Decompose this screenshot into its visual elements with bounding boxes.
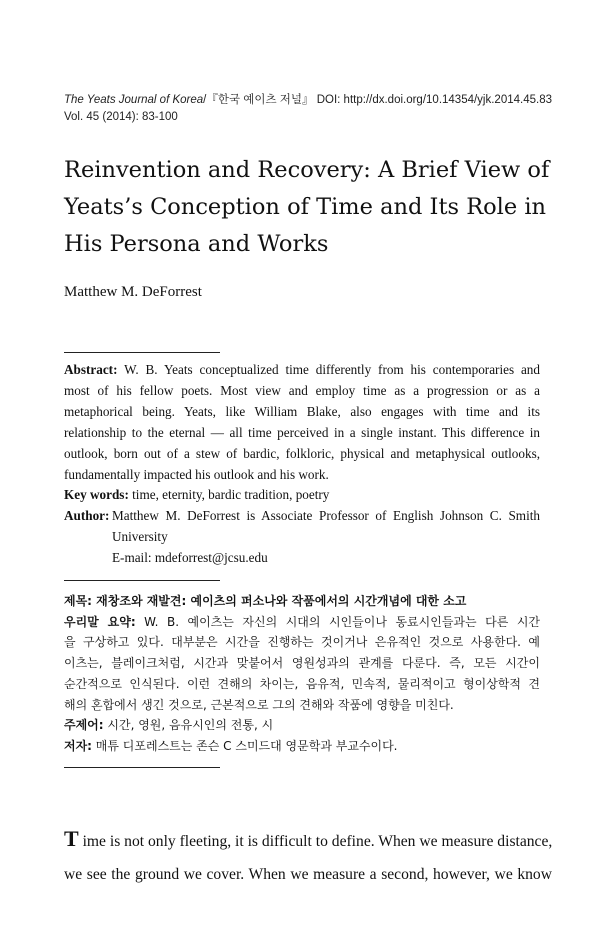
korean-summary-label: 우리말 요약:: [64, 614, 136, 629]
article-title-line-2: Yeats’s Conception of Time and Its Role in: [64, 194, 547, 220]
abstract-line: fundamentally impacted his outlook and his work.: [64, 466, 329, 482]
korean-author-text: 매튜 디포레스트는 존슨 C 스미드대 영문학과 부교수이다.: [91, 738, 398, 753]
keywords-text: time, eternity, bardic tradition, poetry: [128, 487, 330, 503]
abstract: [64, 360, 540, 485]
korean-summary-line: 우리말 요약: W. B. 예이츠는 자신의 시대의 시인들이나 동료시인들과는 다른 시간: [64, 614, 540, 629]
abstract-line: Abstract: W. B. Yeats conceptualized time differently from his contemporaries and: [64, 362, 540, 377]
body-text: [64, 822, 552, 891]
journal-volume: Vol. 45 (2014): 83-100: [64, 111, 178, 123]
abstract-line: most of his fellow poets. Most view and employ time as a progression or as a: [64, 382, 540, 398]
korean-title-text: 재창조와 재발견: 예이츠의 퍼소나와 작품에서의 시간개념에 대한 소고: [96, 594, 467, 608]
author-email: E-mail: mdeforrest@jcsu.edu: [112, 550, 268, 566]
korean-keywords-text: 시간, 영원, 음유시인의 전통, 시: [103, 718, 274, 733]
korean-summary-line: 을 구상하고 있다. 대부분은 시간을 진행하는 것이거나 은유적인 것으로 사용한다. 예: [64, 635, 540, 650]
korean-keywords: [64, 715, 540, 736]
abstract-line: relationship to the eternal — all time perceived in a single instant. This difference in: [64, 424, 540, 440]
divider-bottom: [64, 767, 220, 768]
body-line: T ime is not only fleeting, it is difficult to define. When we measure distance,: [64, 826, 553, 851]
korean-keywords-label: 주제어:: [64, 718, 104, 733]
keywords: [64, 485, 540, 506]
journal-doi: DOI: http://dx.doi.org/10.14354/yjk.2014.45.83: [313, 94, 552, 106]
korean-author: [64, 736, 540, 757]
korean-summary-line: 이츠는, 블레이크처럼, 시간과 맞붙어서 영원성과의 관계를 다룬다. 즉, 모든 시간이: [64, 656, 540, 671]
abstract-line: outlook, born out of a stew of bardic, folkloric, physical and metaphysical outlooks,: [64, 445, 540, 461]
divider-middle: [64, 580, 220, 581]
korean-summary-block: [64, 591, 540, 757]
body-line: we see the ground we cover. When we measure a second, however, we know: [64, 866, 552, 883]
journal-citation-line: [64, 92, 564, 109]
article-author: Matthew M. DeForrest: [64, 284, 202, 300]
korean-summary-line: 해의 혼합에서 생긴 것으로, 근본적으로 그의 견해와 작품에 영향을 미친다.: [64, 697, 454, 712]
journal-name: The Yeats Journal of Korea: [64, 94, 204, 106]
abstract-label: Abstract:: [64, 362, 118, 377]
author-info: [64, 506, 540, 569]
abstract-line: metaphorical being. Yeats, like William Blake, also engages with time and its: [64, 403, 540, 419]
drop-cap: T: [64, 826, 79, 851]
author-info-body: [112, 506, 540, 569]
korean-title-label: 제목:: [64, 594, 97, 608]
article-title-line-1: Reinvention and Recovery: A Brief View of: [64, 157, 550, 183]
korean-author-label: 저자:: [64, 738, 92, 753]
journal-korean-name: /『한국 예이츠 저널』: [203, 94, 314, 106]
author-affiliation: Matthew M. DeForrest is Associate Professor of English Johnson C. Smith: [112, 508, 540, 524]
article-title: [64, 152, 554, 263]
author-affiliation-cont: University: [112, 529, 168, 545]
article-title-line-3: His Persona and Works: [64, 231, 329, 257]
keywords-label: Key words:: [64, 487, 129, 503]
korean-title: [64, 591, 540, 612]
korean-summary-line: 순간적으로 인식된다. 이런 견해의 차이는, 음유적, 민속적, 물리적이고 형이상학적 견: [64, 676, 540, 691]
divider-top: [64, 352, 220, 353]
abstract-block: [64, 360, 540, 569]
journal-header: [64, 92, 564, 126]
author-info-label: Author:: [64, 508, 110, 524]
